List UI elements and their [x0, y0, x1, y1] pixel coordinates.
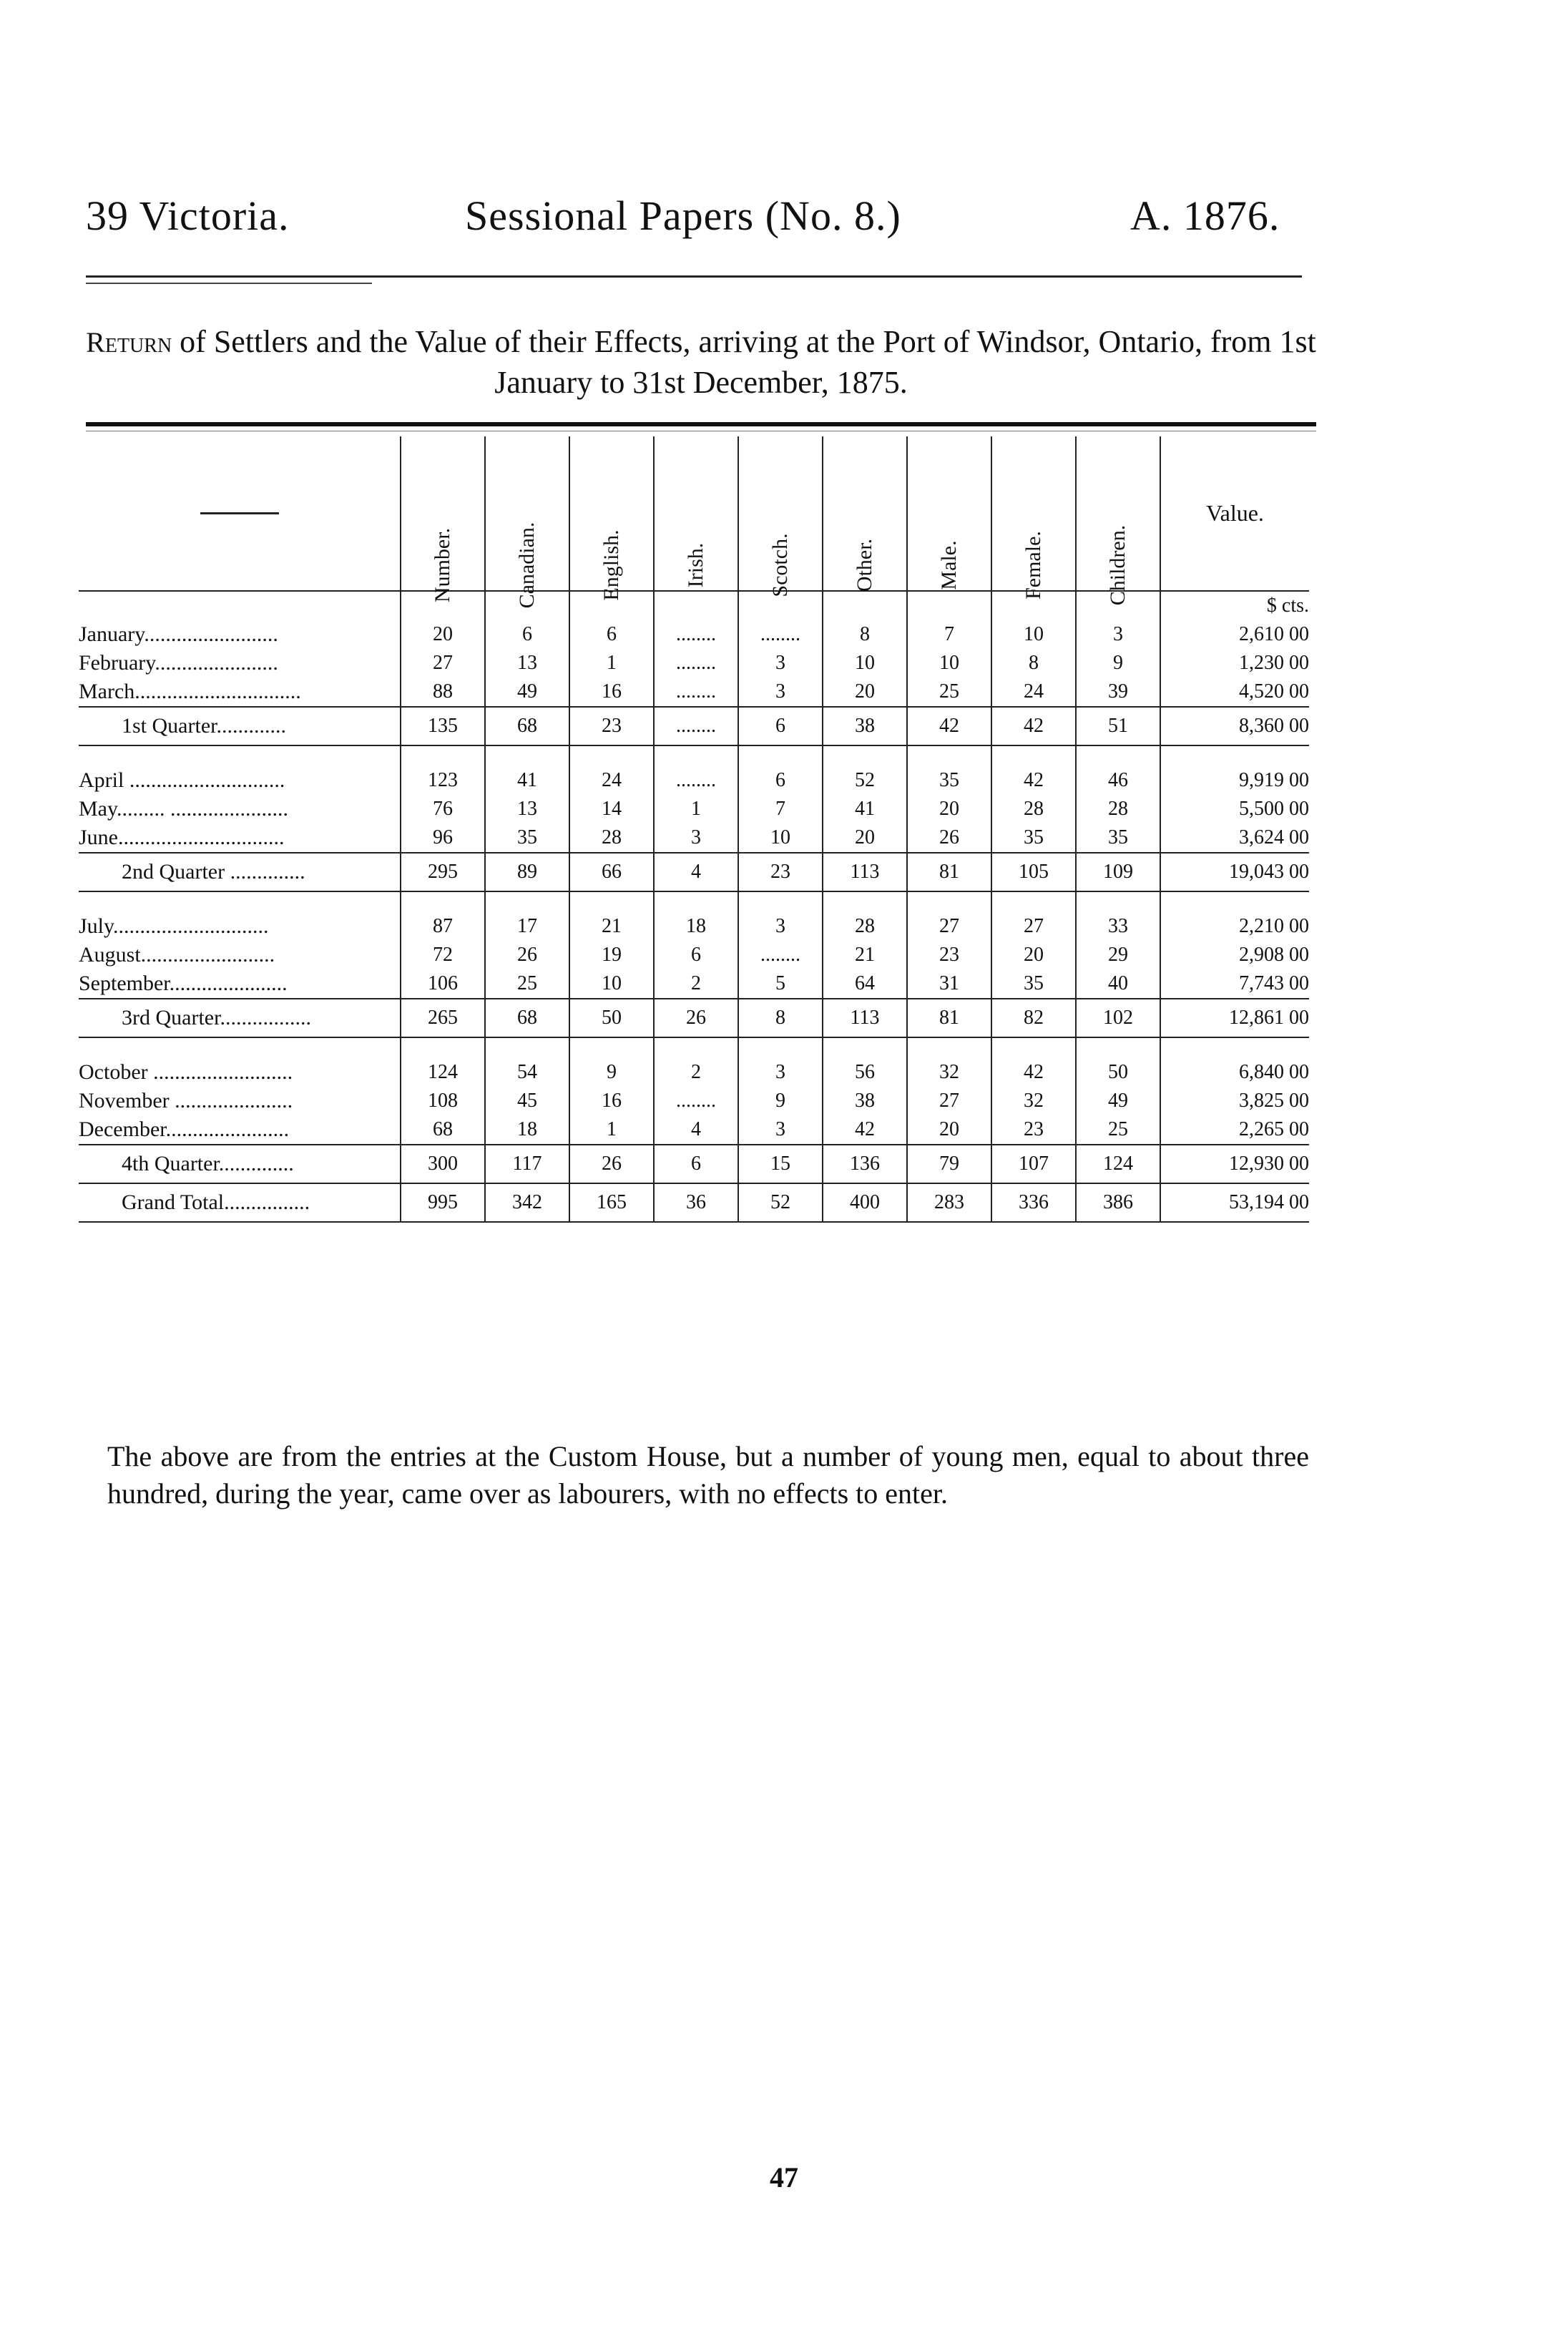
count-cell: 49: [485, 678, 569, 707]
count-cell: 113: [823, 853, 907, 891]
grand-total-row: [79, 1183, 1309, 1222]
count-cell: ........: [654, 707, 738, 745]
count-cell: 42: [991, 1058, 1076, 1087]
col-male: Male.: [907, 436, 991, 591]
row-label: March...............................: [79, 680, 301, 703]
header-volume: 39 Victoria.: [86, 192, 290, 239]
col-english: English.: [569, 436, 654, 591]
count-cell: 342: [485, 1183, 569, 1222]
value-cell: 2,610 00: [1160, 620, 1309, 649]
row-label: 3rd Quarter.................: [79, 999, 401, 1037]
month-row: [79, 912, 1309, 941]
count-cell: 32: [907, 1058, 991, 1087]
count-cell: 54: [485, 1058, 569, 1087]
count-cell: 50: [569, 999, 654, 1037]
count-cell: 295: [401, 853, 485, 891]
count-cell: 16: [569, 678, 654, 707]
value-cell: 7,743 00: [1160, 969, 1309, 999]
count-cell: 81: [907, 999, 991, 1037]
count-cell: 87: [401, 912, 485, 941]
count-cell: 27: [907, 1087, 991, 1115]
count-cell: 76: [401, 795, 485, 823]
corner-cell: [79, 436, 401, 591]
value-cell: 2,265 00: [1160, 1115, 1309, 1145]
count-cell: 3: [738, 678, 823, 707]
row-label: May......... ......................: [79, 797, 289, 821]
month-row: [79, 795, 1309, 823]
count-cell: 9: [1076, 649, 1160, 678]
count-cell: 96: [401, 823, 485, 853]
month-row: [79, 823, 1309, 853]
row-label: August.........................: [79, 943, 275, 967]
count-cell: 21: [569, 912, 654, 941]
value-cell: 12,861 00: [1160, 999, 1309, 1037]
value-cell: 9,919 00: [1160, 766, 1309, 795]
count-cell: 135: [401, 707, 485, 745]
count-cell: 6: [654, 1145, 738, 1183]
count-cell: 3: [738, 649, 823, 678]
row-label: April .............................: [79, 768, 285, 792]
header-year: A. 1876.: [1130, 192, 1280, 239]
month-row: [79, 766, 1309, 795]
col-female: Female.: [991, 436, 1076, 591]
count-cell: ........: [738, 620, 823, 649]
count-cell: 336: [991, 1183, 1076, 1222]
count-cell: 10: [738, 823, 823, 853]
row-label: October ..........................: [79, 1060, 293, 1084]
count-cell: 26: [569, 1145, 654, 1183]
count-cell: 3: [654, 823, 738, 853]
count-cell: 24: [569, 766, 654, 795]
count-cell: 23: [907, 941, 991, 969]
count-cell: 46: [1076, 766, 1160, 795]
month-row: [79, 1087, 1309, 1115]
value-cell: 1,230 00: [1160, 649, 1309, 678]
count-cell: 8: [823, 620, 907, 649]
value-cell: 5,500 00: [1160, 795, 1309, 823]
count-cell: 26: [654, 999, 738, 1037]
count-cell: 52: [738, 1183, 823, 1222]
col-scotch: Scotch.: [738, 436, 823, 591]
count-cell: 68: [485, 999, 569, 1037]
count-cell: 23: [991, 1115, 1076, 1145]
return-table: [79, 436, 1309, 1223]
row-label: September......................: [79, 972, 288, 995]
count-cell: 17: [485, 912, 569, 941]
row-label: February.......................: [79, 651, 278, 675]
count-cell: 50: [1076, 1058, 1160, 1087]
count-cell: 35: [907, 766, 991, 795]
count-cell: 39: [1076, 678, 1160, 707]
count-cell: 24: [991, 678, 1076, 707]
count-cell: 3: [738, 912, 823, 941]
value-cell: 19,043 00: [1160, 853, 1309, 891]
table-title: [79, 322, 1323, 403]
quarter-total-row: [79, 1145, 1309, 1183]
count-cell: 2: [654, 1058, 738, 1087]
col-irish: Irish.: [654, 436, 738, 591]
count-cell: 4: [654, 1115, 738, 1145]
count-cell: 10: [907, 649, 991, 678]
count-cell: 26: [907, 823, 991, 853]
count-cell: 5: [738, 969, 823, 999]
count-cell: 108: [401, 1087, 485, 1115]
count-cell: 3: [738, 1058, 823, 1087]
value-cell: 2,908 00: [1160, 941, 1309, 969]
count-cell: 10: [823, 649, 907, 678]
row-label: December.......................: [79, 1117, 290, 1141]
count-cell: 1: [569, 649, 654, 678]
month-row: [79, 678, 1309, 707]
count-cell: 124: [1076, 1145, 1160, 1183]
count-cell: 68: [401, 1115, 485, 1145]
count-cell: 7: [738, 795, 823, 823]
count-cell: 20: [823, 678, 907, 707]
value-cell: 3,825 00: [1160, 1087, 1309, 1115]
row-label: 1st Quarter.............: [79, 707, 401, 745]
count-cell: 6: [485, 620, 569, 649]
count-cell: ........: [654, 1087, 738, 1115]
row-label: July.............................: [79, 914, 269, 938]
spacer-row: [79, 745, 1309, 766]
count-cell: 25: [485, 969, 569, 999]
count-cell: 3: [738, 1115, 823, 1145]
count-cell: 41: [823, 795, 907, 823]
col-value: Value.: [1160, 436, 1309, 591]
count-cell: 106: [401, 969, 485, 999]
col-other: Other.: [823, 436, 907, 591]
row-label: June...............................: [79, 826, 285, 849]
count-cell: 123: [401, 766, 485, 795]
count-cell: 68: [485, 707, 569, 745]
count-cell: 265: [401, 999, 485, 1037]
count-cell: 32: [991, 1087, 1076, 1115]
col-children: Children.: [1076, 436, 1160, 591]
value-cell: 8,360 00: [1160, 707, 1309, 745]
count-cell: 28: [823, 912, 907, 941]
footnote: The above are from the entries at the Custom House, but a number of young men, equal to about three hundred, during the year, came over as labourers, with no effects to enter.: [107, 1440, 1309, 1510]
count-cell: 29: [1076, 941, 1160, 969]
count-cell: 27: [991, 912, 1076, 941]
count-cell: 28: [569, 823, 654, 853]
count-cell: 8: [991, 649, 1076, 678]
count-cell: 105: [991, 853, 1076, 891]
month-row: [79, 969, 1309, 999]
count-cell: 33: [1076, 912, 1160, 941]
month-row: [79, 649, 1309, 678]
title-rule: [86, 422, 1316, 426]
header-row: [79, 436, 1309, 591]
count-cell: 4: [654, 853, 738, 891]
count-cell: 300: [401, 1145, 485, 1183]
count-cell: 20: [907, 1115, 991, 1145]
page-number: 47: [770, 2161, 798, 2193]
count-cell: 400: [823, 1183, 907, 1222]
count-cell: 117: [485, 1145, 569, 1183]
count-cell: 81: [907, 853, 991, 891]
value-cell: 4,520 00: [1160, 678, 1309, 707]
count-cell: 28: [991, 795, 1076, 823]
count-cell: 35: [485, 823, 569, 853]
count-cell: 113: [823, 999, 907, 1037]
value-cell: 12,930 00: [1160, 1145, 1309, 1183]
count-cell: 52: [823, 766, 907, 795]
count-cell: 25: [907, 678, 991, 707]
count-cell: 13: [485, 649, 569, 678]
row-label: November ......................: [79, 1089, 293, 1112]
count-cell: 1: [569, 1115, 654, 1145]
spacer-row: [79, 1037, 1309, 1058]
title-lead: Return: [86, 326, 172, 358]
count-cell: 40: [1076, 969, 1160, 999]
count-cell: 66: [569, 853, 654, 891]
count-cell: 107: [991, 1145, 1076, 1183]
count-cell: ........: [738, 941, 823, 969]
count-cell: 41: [485, 766, 569, 795]
count-cell: 25: [1076, 1115, 1160, 1145]
count-cell: ........: [654, 620, 738, 649]
title-text: of Settlers and the Value of their Effects, arriving at the Port of Windsor, Ontario, from 1st January to 31st December, 1875.: [172, 324, 1316, 400]
count-cell: 18: [654, 912, 738, 941]
quarter-total-row: [79, 853, 1309, 891]
count-cell: 18: [485, 1115, 569, 1145]
count-cell: 20: [401, 620, 485, 649]
count-cell: 6: [654, 941, 738, 969]
count-cell: 35: [1076, 823, 1160, 853]
count-cell: 3: [1076, 620, 1160, 649]
row-label: Grand Total................: [79, 1183, 401, 1222]
count-cell: 165: [569, 1183, 654, 1222]
count-cell: ........: [654, 649, 738, 678]
count-cell: 6: [569, 620, 654, 649]
count-cell: 19: [569, 941, 654, 969]
count-cell: 38: [823, 707, 907, 745]
count-cell: 2: [654, 969, 738, 999]
count-cell: 109: [1076, 853, 1160, 891]
count-cell: 283: [907, 1183, 991, 1222]
count-cell: 9: [738, 1087, 823, 1115]
month-row: [79, 1058, 1309, 1087]
count-cell: 72: [401, 941, 485, 969]
header-series: Sessional Papers (No. 8.): [465, 192, 901, 239]
count-cell: 64: [823, 969, 907, 999]
count-cell: 124: [401, 1058, 485, 1087]
quarter-total-row: [79, 707, 1309, 745]
count-cell: 27: [907, 912, 991, 941]
value-cell: 2,210 00: [1160, 912, 1309, 941]
count-cell: 89: [485, 853, 569, 891]
count-cell: 995: [401, 1183, 485, 1222]
count-cell: 15: [738, 1145, 823, 1183]
count-cell: 45: [485, 1087, 569, 1115]
count-cell: 1: [654, 795, 738, 823]
count-cell: 16: [569, 1087, 654, 1115]
row-label: 2nd Quarter ..............: [79, 853, 401, 891]
count-cell: 26: [485, 941, 569, 969]
count-cell: 10: [991, 620, 1076, 649]
count-cell: 42: [991, 707, 1076, 745]
col-number: Number.: [401, 436, 485, 591]
count-cell: 20: [823, 823, 907, 853]
count-cell: 88: [401, 678, 485, 707]
count-cell: 51: [1076, 707, 1160, 745]
count-cell: 6: [738, 766, 823, 795]
value-unit: $ cts.: [1160, 591, 1309, 620]
month-row: [79, 941, 1309, 969]
header-rule: [86, 275, 1302, 278]
count-cell: 38: [823, 1087, 907, 1115]
row-label: January.........................: [79, 622, 278, 646]
count-cell: 136: [823, 1145, 907, 1183]
count-cell: 8: [738, 999, 823, 1037]
value-cell: 3,624 00: [1160, 823, 1309, 853]
count-cell: 13: [485, 795, 569, 823]
count-cell: 20: [907, 795, 991, 823]
count-cell: 36: [654, 1183, 738, 1222]
count-cell: 42: [823, 1115, 907, 1145]
spacer-row: [79, 891, 1309, 912]
col-canadian: Canadian.: [485, 436, 569, 591]
value-cell: 6,840 00: [1160, 1058, 1309, 1087]
quarter-total-row: [79, 999, 1309, 1037]
count-cell: 6: [738, 707, 823, 745]
count-cell: 35: [991, 823, 1076, 853]
count-cell: 386: [1076, 1183, 1160, 1222]
corner-dash: [200, 512, 279, 514]
count-cell: 20: [991, 941, 1076, 969]
count-cell: 42: [991, 766, 1076, 795]
count-cell: 23: [569, 707, 654, 745]
count-cell: 42: [907, 707, 991, 745]
count-cell: 35: [991, 969, 1076, 999]
count-cell: 49: [1076, 1087, 1160, 1115]
count-cell: 10: [569, 969, 654, 999]
count-cell: 31: [907, 969, 991, 999]
count-cell: 79: [907, 1145, 991, 1183]
month-row: [79, 1115, 1309, 1145]
count-cell: 27: [401, 649, 485, 678]
count-cell: ........: [654, 678, 738, 707]
count-cell: 28: [1076, 795, 1160, 823]
value-cell: 53,194 00: [1160, 1183, 1309, 1222]
table-body: [79, 591, 1309, 1222]
row-label: 4th Quarter..............: [79, 1145, 401, 1183]
count-cell: 56: [823, 1058, 907, 1087]
month-row: [79, 620, 1309, 649]
count-cell: 9: [569, 1058, 654, 1087]
count-cell: 82: [991, 999, 1076, 1037]
header-rule-short: [86, 283, 372, 284]
count-cell: 14: [569, 795, 654, 823]
count-cell: 21: [823, 941, 907, 969]
count-cell: 7: [907, 620, 991, 649]
count-cell: 102: [1076, 999, 1160, 1037]
count-cell: 23: [738, 853, 823, 891]
count-cell: ........: [654, 766, 738, 795]
